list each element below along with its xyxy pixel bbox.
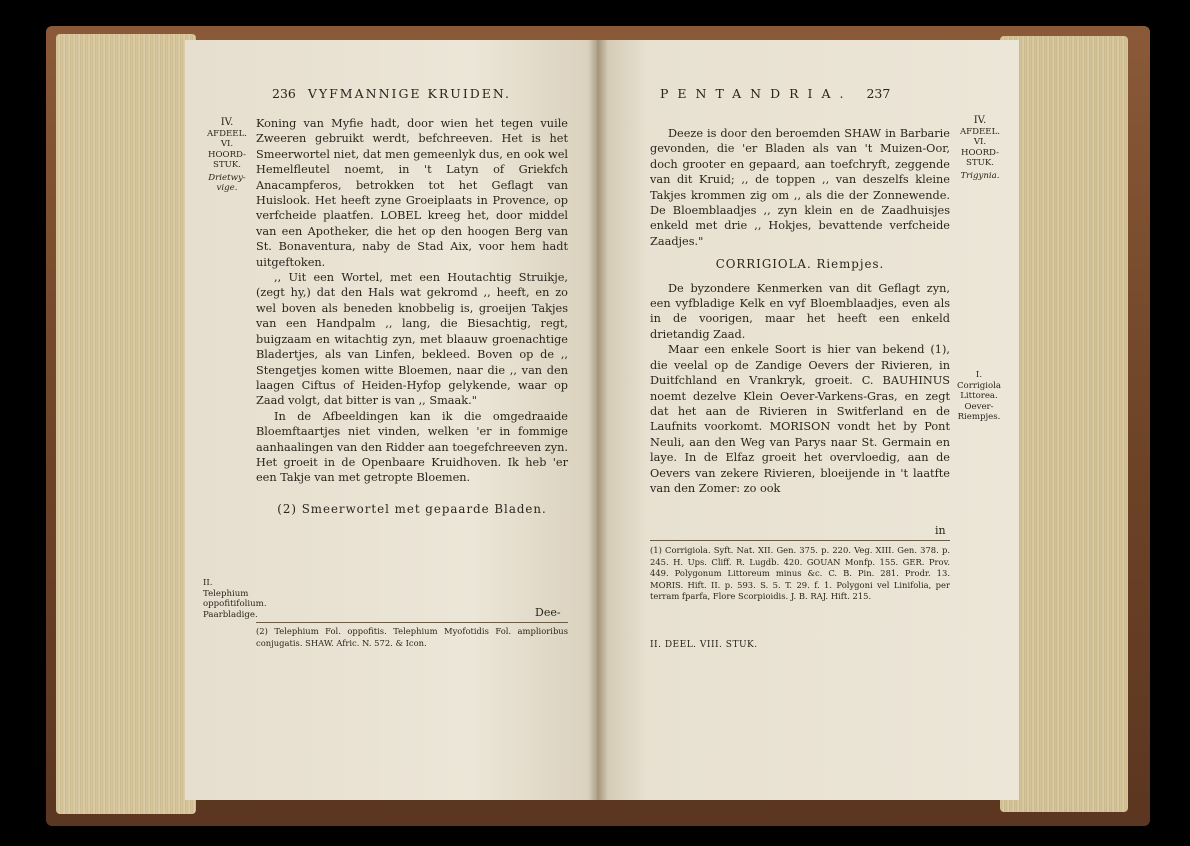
right-body-text <box>650 126 950 496</box>
margin-trigynia: Trigynia. <box>960 170 1000 181</box>
left-footnote: (2) Telephium Fol. oppofitis. Telephium Myofotidis Fol. amplioribus conjugatis. SHAW. Afric. N. 572. & Icon. <box>256 626 568 648</box>
right-page-number: 237 <box>866 86 891 101</box>
right-running-head <box>660 86 902 101</box>
left-footnote-rule <box>256 622 568 623</box>
margin-stuk: STUK. <box>212 160 241 170</box>
right-paragraph-1: Deeze is door den beroemden SHAW in Barbarie gevonden, die 'er Bladen als van 't Muizen-Oor, doch grooter en gepaard, aan toefchryft, zeggende van dit Kruid; ,, de toppen ,, van deszelfs kleine Takjes krommen zig om ,, als die der Zonnewende. De Bloemblaadjes ,, zyn klein en de Zaadhuisjes enkeld met drie ,, Hokjes, bevattende verfcheide Zaadjes." <box>650 127 950 248</box>
book-gutter <box>588 40 608 800</box>
left-paragraph-1: Koning van Myfie hadt, door wien het tegen vuile Zweeren gebruikt werdt, befchreeven. Het is het Smeerwortel niet, dat men gemeenlyk dus, en ook wel Hemelfleutel noemt, in 't Latyn of Griekfch Anacampferos, betrokken tot het Geflagt van Huislook. Het heeft zyne Groeiplaats in Provence, op verfcheide plaatfen. LOBEL kreeg het, door middel van een Apotheker, die het op den hoogen Berg van St. Bonaventura, naby de Stad Aix, voor hem hadt uitgeftoken. <box>256 117 568 269</box>
margin-part: IV. <box>973 115 987 126</box>
right-catchword: in <box>935 524 946 537</box>
left-body-text <box>256 116 568 525</box>
left-page-number: 236 <box>272 86 296 101</box>
signature-mark: II. DEEL. VIII. STUK. <box>650 640 758 650</box>
right-margin-section <box>958 116 1002 181</box>
right-heading: CORRIGIOLA. Riempjes. <box>715 257 885 272</box>
left-subheading: (2) Smeerwortel met gepaarde Bladen. <box>277 501 547 516</box>
margin-note-drietwyvige: Drietwy-vige. <box>208 172 246 193</box>
left-running-head <box>272 86 511 101</box>
right-margin-note: I. Corrigiola Littorea. Oever-Riempjes. <box>956 370 1001 422</box>
right-running-title: PENTANDRIA. <box>660 86 853 101</box>
margin-afdeel-num: VI. <box>220 139 234 149</box>
right-footnote-rule <box>650 540 950 541</box>
page-edges-right <box>1000 36 1128 812</box>
margin-hoofd: HOORD- <box>207 149 246 160</box>
margin-afdeel-num: VI. <box>973 137 987 147</box>
right-paragraph-3: Maar een enkele Soort is hier van bekend (1), die veelal op de Zandige Oevers der Rivieren, in Duitfchland en Vrankryk, groeit. C. BAUHINUS noemt dezelve Klein Oever-Varkens-Gras, en zegt dat het aan de Rivieren in Switferland en de Laufnits voorkomt. MORISON vondt het by Pont Neuli, aan den Weg van Parys naar St. Germain en laye. In de Elfaz groeit het overvloedig, aan de Oevers van zekere Rivieren, bloeijende in 't laatfte van den Zomer: zo ook <box>650 343 950 495</box>
right-paragraph-2: De byzondere Kenmerken van dit Geflagt zyn, een vyfbladige Kelk en vyf Bloemblaadjes, even als in de voorigen, maar het heeft een enkeld drietandig Zaad. <box>650 281 950 341</box>
left-catchword: Dee- <box>535 606 561 619</box>
left-margin-section <box>205 118 249 194</box>
left-paragraph-3: In de Afbeeldingen kan ik die omgedraaide Bloemftaartjes niet vinden, welken 'er in fommige aanhaalingen van den Ridder aan toegefchreeven zyn. Het groeit in de Openbaare Kruidhoven. Ik heb 'er een Takje van met getropte Bloemen. <box>256 409 568 485</box>
left-paragraph-2: ,, Uit een Wortel, met een Houtachtig Struikje, (zegt hy,) dat den Hals wat gekromd ,, heeft, en zo wel boven als beneden knobbelig is, groeijen Takjes van een Handpalm ,, lang, die Biesachtig, regt, buigzaam en witachtig zyn, met blaauw groenachtige Bladertjes, als van Linfen, bekleed. Boven op de ,, Stengetjes komen witte Bloemen, naar die ,, van den laagen Ciftus of Heiden-Hyfop gelykende, waar op Zaad volgt, dat bitter is van ,, Smaak." <box>256 271 568 408</box>
left-running-title: VYFMANNIGE KRUIDEN. <box>307 86 512 101</box>
page-edges-left <box>56 34 196 814</box>
margin-part: IV. <box>220 117 234 128</box>
margin-stuk: STUK. <box>965 158 994 168</box>
right-footnote: (1) Corrigiola. Syft. Nat. XII. Gen. 375. p. 220. Veg. XIII. Gen. 378. p. 245. H. Ups. Cliff. R. Lugdb. 420. GOUAN Monfp. 155. GER. Prov. 449. Polygonum Littoreum minus &c. C. B. Pin. 281. Prodr. 13. MORIS. Hift. II. p. 593. S. 5. T. 29. f. 1. Polygoni vel Linifolia, per terram fparfa, Flore Scorpioidis. J. B. RAJ. Hift. 215. <box>650 545 950 602</box>
margin-hoofd: HOORD- <box>960 147 999 158</box>
margin-afdeel: AFDEEL. <box>206 128 248 139</box>
left-margin-note-2: II. Telephium oppofitifolium. Paarbladige. <box>203 578 267 620</box>
margin-afdeel: AFDEEL. <box>959 126 1001 137</box>
